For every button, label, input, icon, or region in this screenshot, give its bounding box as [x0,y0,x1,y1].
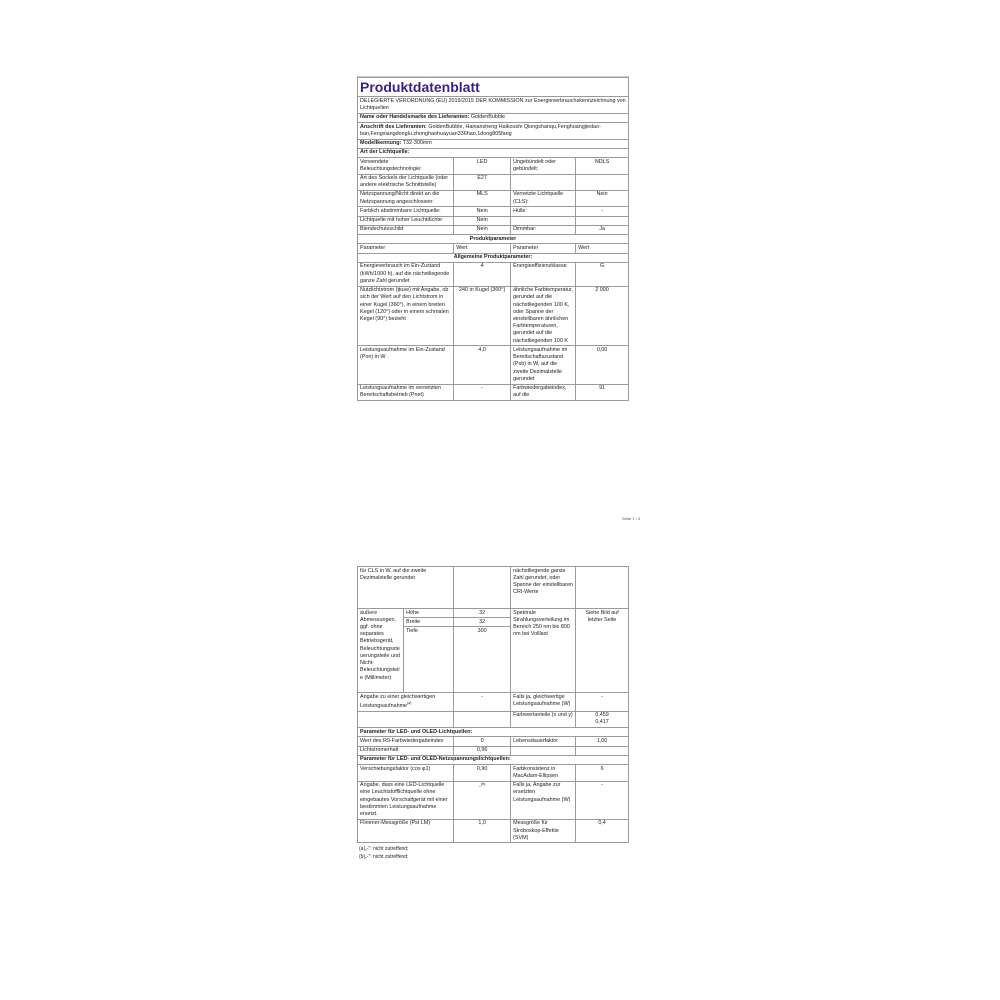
equiv-label-2: Falls ja, gleichwertige Leistungsaufnahme (W) [511,693,576,711]
led-row-value: 0 [454,737,511,746]
type-row-value: MLS [454,190,511,206]
mains-row [358,819,629,843]
type-row [358,207,629,216]
spectral-value: Siehe Bild auf letzter Seite [576,609,629,693]
type-row-value-2: Nein [576,190,629,206]
cont-label-2: nächstliegende ganze Zahl gerundet, oder Spanne der einstellbaren CRI-Werte [511,567,576,609]
dim-name-depth: Tiefe [404,627,454,693]
param-row-value-2: 91 [576,384,629,400]
mains-row-value-2: - [576,781,629,819]
type-row-label: Lichtquelle mit hoher Leuchtdichte: [358,216,454,225]
type-row [358,158,629,174]
mains-row-value: 0,90 [476,765,488,772]
equiv-label: Angabe zu einer gleichwertigen Leistungsaufnahme [360,693,436,709]
type-row [358,190,629,206]
mains-section-title: Parameter für LED- und OLED-Netzspannungslichtquellen: [358,755,629,764]
chroma-x: 0,459 [595,712,609,719]
mains-row-footnote-mark: (b) [480,782,486,787]
param-row-value-2: G [576,262,629,286]
led-row [358,737,629,746]
type-row-value: Nein [454,225,511,234]
model-label: Modellkennung: [360,140,402,147]
led-row-label-2: Lebensdauerfaktor [511,737,576,746]
type-row-label-2: Ungebündelt oder gebündelt: [511,158,576,174]
type-row-label: Netzspannung/Nicht direkt an die Netzspannung angeschlossen: [358,190,454,206]
col-header-value: Wert [454,244,511,253]
dimensions-label: äußere Abmessungen, ggf. ohne separates Betriebsgerät, Beleuchtungssteuerungsteile und Nicht-Beleuchtungsteile (Millimeter) [358,609,404,693]
dim-value-width: 32 [454,618,511,627]
type-row-value-2 [576,216,629,225]
supplier-name-row [358,113,629,122]
supplier-address-label: Anschrift des Lieferanten: [360,123,427,130]
cont-label-1: für CLS in W, auf die zweite Dezimalstelle gerundet [358,567,454,609]
type-row-value: LED [454,158,511,174]
supplier-name: GoldenBubble [470,114,506,121]
cont-value-2 [576,567,629,609]
regulation-subtitle: DELEGIERTE VERORDNUNG (EU) 2019/2015 DER KOMMISSION zur Energieverbrauchskennzeichnung von Lichtquellen [358,97,629,113]
param-row-label: Leistungsaufnahme im vernetzten Bereitschaftsbetrieb (Pnet) [358,384,454,400]
datasheet-table-2 [357,566,629,843]
col-header-value-2: Wert [576,244,629,253]
param-row-value: 4,0 [454,346,511,384]
type-row-label-2: Vernetzte Lichtquelle (CLS): [511,190,576,206]
led-row-label: Lichtstromerhalt [358,746,454,755]
led-section-title: Parameter für LED- und OLED-Lichtquellen: [358,728,629,737]
chroma-label: Farbwertanteile (x und y) [511,711,576,727]
general-section-title: Allgemeine Produktparameter: [358,253,629,262]
type-row-label-2 [511,216,576,225]
spectral-label: Spektrale Strahlungsverteilung im Bereich 250 nm bis 800 nm bei Volllast [511,609,576,693]
mains-row-value-2: 6 [576,765,629,781]
supplier-address-row [358,123,629,139]
mains-row-label-2: Farbkonsistenz in MacAdam-Ellipsen [511,765,576,781]
footnotes [357,845,629,861]
col-header-param: Parameter [358,244,454,253]
param-row-label: Leistungsaufnahme im Ein-Zustand (Pon) in W [358,346,454,384]
equiv-value-2: - [576,693,629,711]
datasheet-table-1 [357,77,629,401]
page-title: Produktdatenblatt [358,78,629,97]
type-row-label: Farblich abstimmbare Lichtquelle: [358,207,454,216]
chroma-empty [358,711,454,727]
param-row-label-2: Farbwiedergabeindex, auf die [511,384,576,400]
param-row [358,346,629,384]
col-header-param-2: Parameter [511,244,576,253]
led-row-label-2 [511,746,576,755]
mains-row-value-cell [454,819,511,843]
mains-row [358,781,629,819]
mains-row-label: Verschiebungsfaktor (cos φ1) [358,765,454,781]
mains-row-label: Angabe, dass eine LED-Lichtquelle eine Leuchtstofflichtquelle ohne eingebautes Vorschaltgerät mit einer bestimmten Leistungsaufnahme ersetzt. [358,781,454,819]
mains-row-label-2: Messgröße für Stroboskop-Effekte (SVM) [511,819,576,843]
datasheet-page-2 [357,566,629,906]
param-row-value-2: 2 000 [576,286,629,346]
type-row-label-2: Dimmbar: [511,225,576,234]
dim-value-height: 32 [454,609,511,618]
mains-row-label-2: Falls ja, Angabe zur ersetzten Leistungsaufnahme (W) [511,781,576,819]
model-id: T32-300mm [402,140,432,147]
mains-row-value: - [479,783,481,790]
param-row-label: Nutzlichtstrom (ɸuse) mit Angabe, ob sich der Wert auf den Lichtstrom in einer Kugel (360°), in einem breiten Kegel (120°) oder in einem schmalen Kegel (90°) bezieht [358,286,454,346]
model-row [358,139,629,148]
supplier-address: GoldenBubble, Hainansheng Haikoushi Qiongshanqu,Fenghuangjiedao-ban,Fengxiangdonglu.zhonghaohuayuan336hao,1dong805fang [360,123,601,137]
dim-name-width: Breite [404,618,454,627]
type-row-value: Nein [454,207,511,216]
led-row-label: Wert des R9-Farbwiedergabeindex [358,737,454,746]
type-section-title: Art der Lichtquelle: [358,148,629,157]
led-row-value-2 [576,746,629,755]
param-row-label-2: Energieeffizienzklasse [511,262,576,286]
type-row-value-2 [576,174,629,190]
type-row-label-2: Hülle: [511,207,576,216]
equiv-footnote-mark: (a) [407,701,412,706]
param-title: Produktparameter [358,235,629,244]
led-row [358,746,629,755]
type-row-value-2: Ja [576,225,629,234]
chroma-values [576,711,629,727]
equiv-label-cell [358,693,454,711]
supplier-name-label: Name oder Handelsmarke des Lieferanten: [360,114,470,121]
type-row [358,174,629,190]
param-row-value-2: 0,00 [576,346,629,384]
datasheet-page-1 [357,76,629,513]
param-row-value: 240 in Kugel (360°) [454,286,511,346]
type-row-label-2 [511,174,576,190]
mains-row-value-cell [454,765,511,781]
type-row-value-2: NDLS [576,158,629,174]
mains-row-value-2: 0,4 [576,819,629,843]
led-row-value: 0,96 [454,746,511,755]
param-row-value: - [454,384,511,400]
mains-row-value-cell [454,781,511,819]
type-row-label: Verwendete Beleuchtungstechnologie: [358,158,454,174]
chroma-y: 0,417 [595,719,609,726]
page-number: Seite 1 / 3 [622,516,641,521]
param-row-label: Energieverbrauch im Ein-Zustand (kWh/1000 h), auf die nächstliegende ganze Zahl gerundet [358,262,454,286]
type-row-label: Blendschutzschild: [358,225,454,234]
cont-value-1 [454,567,511,609]
mains-row [358,765,629,781]
type-row-label: Art des Sockels der Lichtquelle (oder andere elektrische Schnittstelle) [358,174,454,190]
param-row [358,262,629,286]
param-row-label-2: Leistungsaufnahme im Bereitschaftszustand (Psb) in W, auf die zweite Dezimalstelle gerundet [511,346,576,384]
dim-name-height: Höhe [404,609,454,618]
param-row [358,384,629,400]
type-row-value: Nein [454,216,511,225]
chroma-empty-value [454,711,511,727]
type-row-value: E27 [454,174,511,190]
type-row [358,225,629,234]
dim-value-depth: 300 [454,627,511,693]
footnote-b: (b)„-": nicht zutreffend; [359,854,409,861]
equiv-value: - [454,693,511,711]
led-row-value-2: 1,00 [576,737,629,746]
param-row-label-2: ähnliche Farbtemperatur, gerundet auf die nächstliegenden 100 K, oder Spanne der einstellbaren ähnlichen Farbtemperaturen, gerundet auf die nächstliegenden 100 K [511,286,576,346]
mains-row-label: Flimmer-Messgröße (Pst LM) [358,819,454,843]
param-row [358,286,629,346]
type-row-value-2: - [576,207,629,216]
param-row-value: 4 [454,262,511,286]
type-row [358,216,629,225]
mains-row-value: 1,0 [478,820,486,827]
footnote-a: (a)„-": nicht zutreffend; [359,846,409,853]
